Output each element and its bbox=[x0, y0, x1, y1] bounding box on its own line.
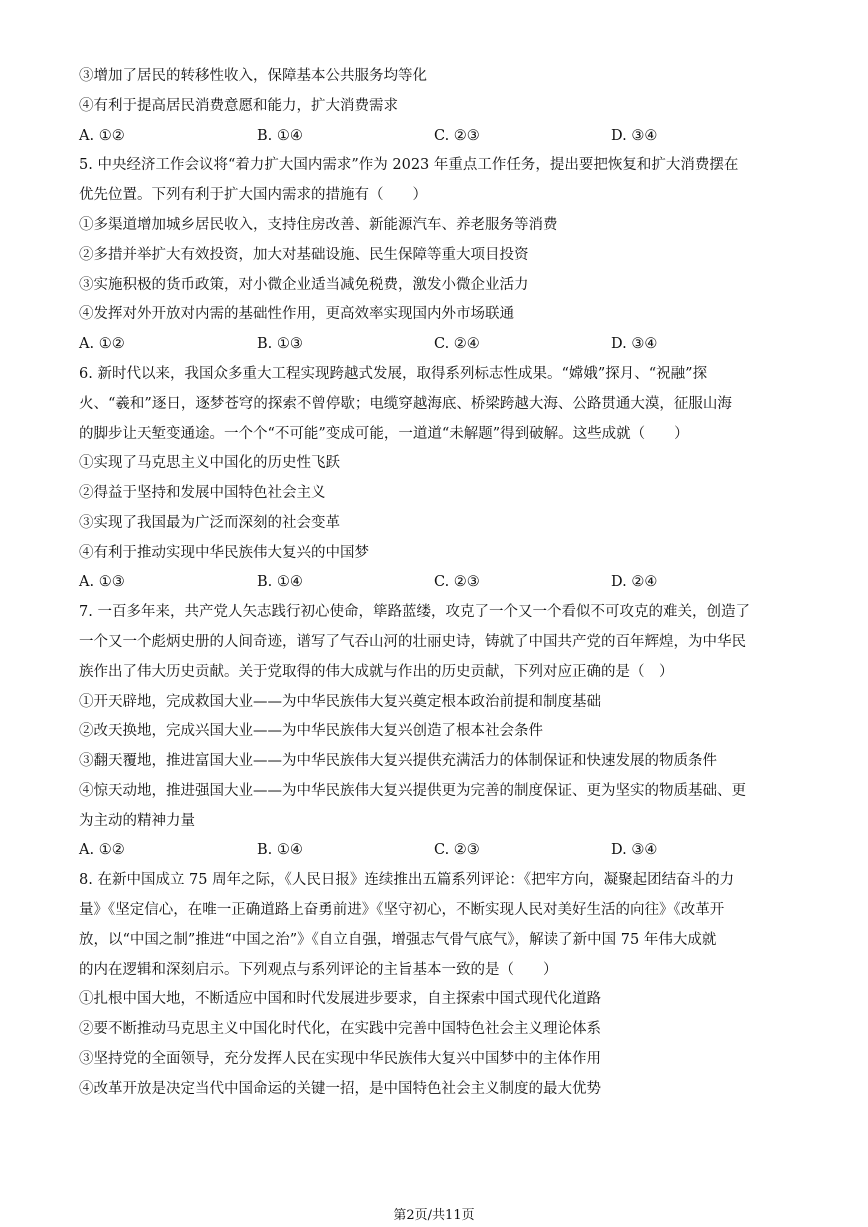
option-a: A. ①② bbox=[79, 128, 125, 144]
question-8-item: ④改革开放是决定当代中国命运的关键一招，是中国特色社会主义制度的最大优势 bbox=[79, 1081, 601, 1097]
option-d: D. ③④ bbox=[611, 128, 658, 144]
question-8-stem: 8. 在新中国成立 75 周年之际，《人民日报》连续推出五篇系列评论：《把牢方向，凝聚起团结奋斗的力 bbox=[79, 872, 735, 888]
question-8-stem: 量》《坚定信心，在唯一正确道路上奋勇前进》《坚守初心，不断实现人民对美好生活的向往》《改革开 bbox=[79, 902, 725, 918]
question-8-item: ③坚持党的全面领导，充分发挥人民在实现中华民族伟大复兴中国梦中的主体作用 bbox=[79, 1051, 601, 1067]
question-8-stem: 的内在逻辑和深刻启示。下列观点与系列评论的主旨基本一致的是（ ） bbox=[79, 962, 558, 978]
option-d: D. ②④ bbox=[611, 574, 658, 590]
question-7-stem: 族作出了伟大历史贡献。关于党取得的伟大成就与作出的历史贡献，下列对应正确的是（ ） bbox=[79, 664, 674, 680]
question-6-stem: 火、“羲和”逐日，逐梦苍穹的探索不曾停歇；电缆穿越海底、桥梁跨越大海、公路贯通大漠，征服山海 bbox=[79, 396, 732, 412]
page-footer: 第2页/共11页 bbox=[393, 1208, 475, 1223]
question-8-item: ②要不断推动马克思主义中国化时代化，在实践中完善中国特色社会主义理论体系 bbox=[79, 1021, 601, 1037]
question-7-item: 为主动的精神力量 bbox=[79, 813, 195, 829]
option-a: A. ①② bbox=[79, 842, 125, 858]
question-5-stem: 优先位置。下列有利于扩大国内需求的措施有（ ） bbox=[79, 187, 427, 203]
option-c: C. ②③ bbox=[434, 574, 480, 590]
continuation-item: ③增加了居民的转移性收入，保障基本公共服务均等化 bbox=[79, 68, 427, 84]
option-a: A. ①② bbox=[79, 336, 125, 352]
option-c: C. ②③ bbox=[434, 128, 480, 144]
option-b: B. ①④ bbox=[257, 574, 303, 590]
option-b: B. ①③ bbox=[257, 336, 303, 352]
option-b: B. ①④ bbox=[257, 128, 303, 144]
question-5-item: ④发挥对外开放对内需的基础性作用，更高效率实现国内外市场联通 bbox=[79, 306, 514, 322]
question-7-item: ②改天换地，完成兴国大业——为中华民族伟大复兴创造了根本社会条件 bbox=[79, 723, 543, 739]
option-b: B. ①④ bbox=[257, 842, 303, 858]
option-c: C. ②③ bbox=[434, 842, 480, 858]
question-8-stem: 放，以“中国之制”推进“中国之治”》《自立自强，增强志气骨气底气》，解读了新中国 75 年伟大成就 bbox=[79, 932, 717, 948]
question-5-item: ②多措并举扩大有效投资，加大对基础设施、民生保障等重大项目投资 bbox=[79, 247, 529, 263]
question-5-stem: 5. 中央经济工作会议将“着力扩大国内需求”作为 2023 年重点工作任务，提出要把恢复和扩大消费摆在 bbox=[79, 157, 739, 173]
question-7-item: ①开天辟地，完成救国大业——为中华民族伟大复兴奠定根本政治前提和制度基础 bbox=[79, 694, 601, 710]
option-d: D. ③④ bbox=[611, 842, 658, 858]
question-6-stem: 6. 新时代以来，我国众多重大工程实现跨越式发展，取得系列标志性成果。“嫦娥”探月、“祝融”探 bbox=[79, 366, 708, 382]
option-d: D. ③④ bbox=[611, 336, 658, 352]
question-6-stem: 的脚步让天堑变通途。一个个“不可能”变成可能，一道道“未解题”得到破解。这些成就（ ） bbox=[79, 426, 689, 442]
option-c: C. ②④ bbox=[434, 336, 480, 352]
question-5-item: ①多渠道增加城乡居民收入，支持住房改善、新能源汽车、养老服务等消费 bbox=[79, 217, 558, 233]
continuation-item: ④有利于提高居民消费意愿和能力，扩大消费需求 bbox=[79, 98, 398, 114]
question-6-item: ①实现了马克思主义中国化的历史性飞跃 bbox=[79, 455, 340, 471]
question-6-item: ③实现了我国最为广泛而深刻的社会变革 bbox=[79, 515, 340, 531]
question-5-item: ③实施积极的货币政策，对小微企业适当减免税费，激发小微企业活力 bbox=[79, 277, 529, 293]
question-7-stem: 一个又一个彪炳史册的人间奇迹，谱写了气吞山河的壮丽史诗，铸就了中国共产党的百年辉煌，为中华民 bbox=[79, 634, 746, 650]
option-a: A. ①③ bbox=[79, 574, 125, 590]
question-6-item: ②得益于坚持和发展中国特色社会主义 bbox=[79, 485, 326, 501]
question-8-item: ①扎根中国大地，不断适应中国和时代发展进步要求，自主探索中国式现代化道路 bbox=[79, 991, 601, 1007]
question-6-item: ④有利于推动实现中华民族伟大复兴的中国梦 bbox=[79, 545, 369, 561]
question-7-stem: 7. 一百多年来，共产党人矢志践行初心使命，筚路蓝缕，攻克了一个又一个看似不可攻克的难关，创造了 bbox=[79, 604, 750, 620]
question-7-item: ③翻天覆地，推进富国大业——为中华民族伟大复兴提供充满活力的体制保证和快速发展的物质条件 bbox=[79, 753, 717, 769]
question-7-item: ④惊天动地，推进强国大业——为中华民族伟大复兴提供更为完善的制度保证、更为坚实的物质基础、更 bbox=[79, 783, 746, 799]
